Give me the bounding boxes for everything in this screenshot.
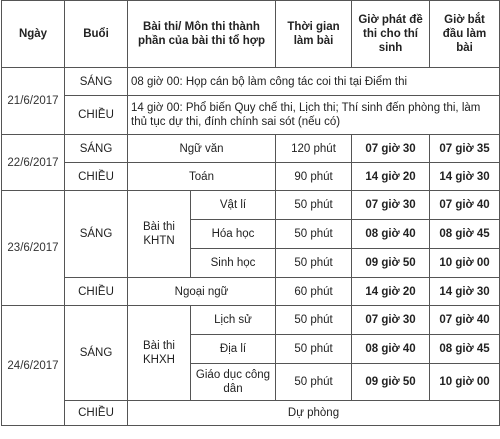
header-distribute-time: Giờ phát đề thi cho thí sinh — [352, 1, 430, 68]
start-cell: 07 giờ 35 — [430, 135, 500, 163]
distribute-cell: 09 giờ 50 — [352, 249, 430, 278]
session-cell: SÁNG — [65, 135, 128, 163]
subject-cell: Địa lí — [191, 335, 276, 364]
subject-cell: Sinh học — [191, 249, 276, 278]
distribute-cell: 07 giờ 30 — [352, 191, 430, 220]
subject-cell: Vật lí — [191, 191, 276, 220]
group-cell: Bài thi KHTN — [128, 191, 191, 278]
header-row — [2, 1, 500, 68]
table-row — [2, 278, 500, 306]
table-row — [2, 306, 500, 335]
duration-cell: 90 phút — [276, 163, 352, 191]
duration-cell: 50 phút — [276, 220, 352, 249]
distribute-cell: 08 giờ 40 — [352, 220, 430, 249]
table-row — [2, 163, 500, 191]
distribute-cell: 09 giờ 50 — [352, 364, 430, 401]
session-cell: CHIỀU — [65, 163, 128, 191]
session-cell: SÁNG — [65, 191, 128, 278]
header-start-time: Giờ bắt đầu làm bài — [430, 1, 500, 68]
date-cell: 23/6/2017 — [2, 191, 65, 306]
note-cell: 14 giờ 00: Phổ biến Quy chế thi, Lịch thi; Thí sinh đến phòng thi, làm thủ tục dự thi, đính chính sai sót (nếu có) — [128, 96, 500, 135]
subject-cell: Ngoại ngữ — [128, 278, 276, 306]
start-cell: 10 giờ 00 — [430, 249, 500, 278]
start-cell: 14 giờ 30 — [430, 163, 500, 191]
subject-cell: Toán — [128, 163, 276, 191]
table-row — [2, 135, 500, 163]
subject-cell: Hóa học — [191, 220, 276, 249]
start-cell: 07 giờ 40 — [430, 306, 500, 335]
distribute-cell: 08 giờ 40 — [352, 335, 430, 364]
duration-cell: 50 phút — [276, 335, 352, 364]
distribute-cell: 07 giờ 30 — [352, 135, 430, 163]
duration-cell: 60 phút — [276, 278, 352, 306]
duration-cell: 120 phút — [276, 135, 352, 163]
subject-cell: Ngữ văn — [128, 135, 276, 163]
start-cell: 08 giờ 45 — [430, 335, 500, 364]
date-cell: 21/6/2017 — [2, 68, 65, 135]
start-cell: 14 giờ 30 — [430, 278, 500, 306]
distribute-cell: 07 giờ 30 — [352, 306, 430, 335]
start-cell: 07 giờ 40 — [430, 191, 500, 220]
note-cell: Dự phòng — [128, 401, 500, 426]
header-date: Ngày — [2, 1, 65, 68]
distribute-cell: 14 giờ 20 — [352, 278, 430, 306]
header-session: Buổi — [65, 1, 128, 68]
duration-cell: 50 phút — [276, 306, 352, 335]
session-cell: CHIỀU — [65, 96, 128, 135]
subject-cell: Lịch sử — [191, 306, 276, 335]
start-cell: 10 giờ 00 — [430, 364, 500, 401]
session-cell: CHIỀU — [65, 401, 128, 426]
duration-cell: 50 phút — [276, 191, 352, 220]
duration-cell: 50 phút — [276, 249, 352, 278]
exam-schedule-table — [1, 0, 500, 426]
session-cell: CHIỀU — [65, 278, 128, 306]
table-row — [2, 401, 500, 426]
group-cell: Bài thi KHXH — [128, 306, 191, 401]
table-row — [2, 191, 500, 220]
date-cell: 22/6/2017 — [2, 135, 65, 191]
distribute-cell: 14 giờ 20 — [352, 163, 430, 191]
subject-cell: Giáo dục công dân — [191, 364, 276, 401]
note-cell: 08 giờ 00: Họp cán bộ làm công tác coi thi tại Điểm thi — [128, 68, 500, 96]
session-cell: SÁNG — [65, 306, 128, 401]
table-row — [2, 68, 500, 96]
header-duration: Thời gian làm bài — [276, 1, 352, 68]
table-row — [2, 96, 500, 135]
start-cell: 08 giờ 45 — [430, 220, 500, 249]
date-cell: 24/6/2017 — [2, 306, 65, 426]
session-cell: SÁNG — [65, 68, 128, 96]
header-subject: Bài thi/ Môn thi thành phần của bài thi tổ hợp — [128, 1, 276, 68]
duration-cell: 50 phút — [276, 364, 352, 401]
